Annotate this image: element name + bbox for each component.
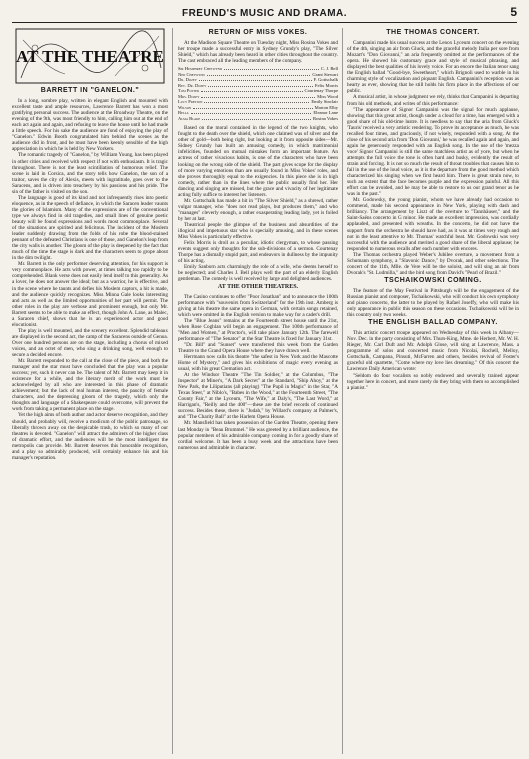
cast-row: Sir Humphrey Chetwynd C. J. Bell xyxy=(178,66,338,72)
paragraph: Mr. Gottschalk has made a hit in "The Silver Shield," as a shrewd, rather vulgar manager, who "does not read plays, but produces them," and who "manages" cleverly enough, a rather exasperating leading lady, yet is foiled by her at last. xyxy=(178,197,338,222)
paragraph: Yet the high aims of both author and actor deserve recognition, and they should, and probably will, receive a modicum of the public patronage, so liberally thrown away on the despicable trash, to which so many of our theatres is devoted. "Ganelon" will attract the admirers of the higher class of dramatic effort, and the audiences will be the most intelligent the metropolis can provide. Mr. Barrett deserves this honorable recognition, and a play so admirably produced, will certainly enhance his and his manager's reputation. xyxy=(12,412,168,461)
cast-row: Dr. Dozey F. Gottschalk xyxy=(178,77,338,83)
paragraph: At the Windsor Theatre "The Tin Soldier," at the Columbus, "The Inspector" at Miner's, "A Dark Secret" at the Standard, "Ship Ahoy," at the New Park, the Liliputians (all playing) "The Pupil in Magic" in the Star, "A Texas Steer," at Niblo's, "Babes in the Wood," at the Fourteenth Street, "The County Fair," at the Lyceum, "The Wife," at Daly's, "The Last Word," at Harrigan's, "Reilly and the 400"—these are the brief records of continued success. Besides these, there is "Judah," by Willard's company at Palmer's, and "The Charity Ball" at the Harlem Opera House. xyxy=(178,372,338,421)
paragraph: The Thomas orchestra played Weber's Jubilee overture, a movement from a Schumann symphony, a "Slavonic Dance," by Dvorak, and other selections. The concert of the 11th, Mlle. de Vere will be the soloist, and will sing an air from Dvorak's "St. Ludmilla," and the bird song from David's "Pearl of Brazil." xyxy=(347,251,519,276)
column-1 xyxy=(12,28,168,754)
paragraph: Based on the moral contained in the legend of the two knights, who fought to the death over the shield, which one claimed was of silver and the other of gold—both being right, but looking at it from opposite sides—Mr. Sidney Grundy has built an amusing comedy, in which matrimonial infelicities, founded on mutual mistakes form an important feature. An actress of rather vivacious habits, is one of the characters who have been looking on the wrong side of the shield. The part gives scope for the display of more varying emotions than are usually found in Miss Vokes' roles, and she proves thoroughly equal to the exigencies. In this piece she is in high comedy, rather than in the lines where the public usually find her. Her dancing and singing are missed, but the grace and vivacity of her legitimate acting fully suffice to interest her listeners. xyxy=(178,125,338,198)
headline-thomas-concert: THE THOMAS CONCERT. xyxy=(386,29,480,36)
column-2 xyxy=(178,28,338,754)
headline-english-ballad: THE ENGLISH BALLAD COMPANY. xyxy=(368,319,498,327)
paragraph: The Casino continues to offer "Poor Jonathan" and to announce the 100th performance with "souvenirs from Switzerland" for the 19th inst. Amberg is giving at his theatre the same opera in German, with certain songs retained, which were omitted in the English version to make way for a cadet's drill. xyxy=(178,293,338,318)
paragraph: Theatrical people the glimpse of the business and absurdities of the illogical and impetuous star who is specially amusing, and in these scenes Miss Vokes is particularly effective. xyxy=(178,221,338,241)
paragraph: Mr. Barrett responded to the call at the close of the piece, and both the manager and the star must have concluded that the play was a popular success; yet, such it never can be. The talent of Mr. Barrett may keep it in existence for a while, and the literary merit of the work must be acknowledged by all who are interested in this phase of dramatic achievement; but the lack of real human interest, the paucity of female characters, and the depressing gloom of the tragedy, which only the thoughts and language of a Shakespeare could overcome, will prevent the work from taking a permanent place on the stage. xyxy=(12,358,168,413)
paragraph: "Seldom do four vocalists so nobly endowed and severally trained appear together here in concert, and more rarely do they bring with them so accomplished a pianist." xyxy=(347,372,519,391)
paragraph: The language is good of its kind and not infrequently rises into poetic eloquence, as in the speech of defiance, in which the Saracen leader vaunts the glories of Islamism. Many of the expressions are of the conventional type we always find in old tragedies, and small lines of genuine poetic beauty will be found expressions and words most commonplace. Several of the situations are spirited and felicitous. The incident of the Moslem leader suddenly drawing from the folds of his robe the blood-stained pennant of the defeated Christians is one of those, and Ganelon's leap from the city walls is another. The gloom of the play is deepened by the fact that much of the time the stage is dark and the characters seem to grope about in the dim twilight. xyxy=(12,194,168,262)
paragraph: "The appearance of Signor Campanini was the signal for much applause, showing that this great artist, though under a cloud for a time, has emerged with a good share of his old-time lustre. It is needless to say that the aria from Gluck's 'Tauris' received a very artistic rendering. To prove its acceptance as much, he was recalled four times, and graciously, if not wisely, responded with a song. At the close of his second aria from 'Don Giovanni,' he was recalled again and again, and again he generously responded with an English song. In the use of the 'mezza voce' Signor Campanini is still the same matchless artist as of yore, but when he attempts the full voice the tone is often hard and husky, evidently the result of strain and forcing. It is not so much the result of throat troubles that causes him to fail in the use of the loud voice, as it is the departure from the good method which characterized his singing when we first heard him. There is great strain now, to such an extent that the face becomes purple and the expression painful. All this effort can be avoided, and he may be able to restore to us our grand tenor as he was in the past." xyxy=(347,106,519,198)
paragraph: "Dr. Bill" and "Sunset" were transferred this week from the Garden Theatre to the Grand Opera House where they have drawn well. xyxy=(178,341,338,354)
paragraph: At the Madison Square Theatre on Tuesday night, Miss Rosina Vokes and her troupe made a successful entry in Sydney Grundy's play, "The Silver Shield," which has already been heard in other cities throughout the country. The cast embraced all the leading members of the company. xyxy=(178,40,338,65)
column-divider-2 xyxy=(342,28,343,754)
paragraph: Felix Morris is droll as a peculiar, idiotic clergyman, to whose passing events suggest only thoughts for the sub-divisions of a sermon. Courtenay Thorpe has a dismally stupid part, and endeavors in dullness by the impunity of his acting. xyxy=(178,240,338,265)
paragraph: The "Blue Jeans" remains at the Fourteenth street house until the 21st, when Rose Coghlan will begin an engagement. The 100th performance of "Men and Women," at Proctor's, will take place January 12th. The farewell performance of "The Senator" at the Star Theatre is fixed for January 31st. xyxy=(178,317,338,342)
paragraph: Mr. Mansfield has taken possession of the Garden Theatre, opening there last Monday in "Beau Brummel." He was greeted by a brilliant audience, the popular members of his admirable company coming in for a goodly share of cordial welcome. It has been a busy week and the attractions have been numerous and admirable in character. xyxy=(178,420,338,451)
header-rule xyxy=(12,22,517,23)
cast-row: Mrs. Dozey Miss Wood xyxy=(178,93,338,99)
cast-row: Tom Potter Courtenay Thorpe xyxy=(178,88,338,94)
paragraph: Mr. Barrett is the only performer deserving attention, for his support is very commonplace. He acts with power, at times talking too rapidly to be comprehended. Blank verse does not easily lend itself to this generality. As a lover, he does not answer the ideal; but as a warrior, he is effective, and in the scene where he taunts and defies his Moslem captors, a hit is made, and the audience quickly recognizes. Miss Minna Gale looks interesting and acts as well as the limited opportunities of her part will permit. The other roles in the play are verbose and prominent enough, but only Mr. Barrett seems to be able to make an effect, though John A. Lane, as Malec, a Saracen chief, shows that he is an experienced actor and good elocutionist. xyxy=(12,261,168,328)
cast-row: Lucy Preston Emily Sinclair xyxy=(178,99,338,105)
paragraph: Emily Sanborn acts charmingly the role of a wife, who deems herself to be neglected; and Charles J. Bell plays well the part of an elderly English gentleman. The comedy is well received by large and delighted audiences. xyxy=(178,264,338,283)
paragraph: Herrmann now calls his theatre "the safest in New York and the Mascotte Home of Mystery," and gives his exhibitions of magic every evening as usual, with his great Cremation act. xyxy=(178,353,338,373)
paragraph: The feature of the May Festival in Pittsburgh will be the engagement of the Russian pianist and composer, Tschaikowski, who will conduct his own symphony and piano concerto, the latter to be played by Rafael Joseffy, who will make his only appearance in public this season on these occasions. Tschaikowski will be in this country only two weeks. xyxy=(347,287,519,319)
cast-row: Rev. Dr. Dozey Felix Morris xyxy=(178,82,338,88)
cast-row: Alma Blake Rosina Vokes xyxy=(178,115,338,121)
cast-row: Ned Chetwynd Grant Stewart xyxy=(178,71,338,77)
paragraph: A musical artist, in whose judgment we rely, thinks that Campanini is departing from his old methods, and writes of this performance: xyxy=(347,94,519,107)
cast-row: Wilson Marion Elby xyxy=(178,104,338,110)
page-number: 5 xyxy=(510,5,517,19)
paragraph: In a long, sombre play, written in elegant English and mounted with excellent taste and ample resources, Lawrence Barrett has won a most gratifying personal success. The audience at the Broadway Theatre, on the evening of the 9th, was most friendly to him, calling him out at the end of each act again and again, and refusing to leave the house until he had made a little speech. For his sake the audience are fond of enjoying the play of "Ganelon." Edwin Booth congratulated him behind the scenes as the audience did in front, and he must have been keenly sensible of the high appreciation in which he is held by New Yorkers. xyxy=(12,98,168,153)
paragraph: The romantic tragedy of "Ganelon," by William Young, has been played in other cities and received with respect if not with enthusiasm. It is tragic throughout. There is not the least scintillation of humorous relief. The scene is laid in Corsica, and the story tells how Ganelon, the son of a traitor, saves the city of Alexis, meets with ingratitude, goes over to the Saracens, and is driven into treachery by his passions and his pride. The sin of the father is visited on the son. xyxy=(12,152,168,195)
publication-title: FREUND'S MUSIC AND DRAMA. xyxy=(181,7,348,19)
cast-row: Bella Eleanor Lane xyxy=(178,110,338,116)
headline-other-theatres: AT THE OTHER THEATRES. xyxy=(217,284,299,291)
logo-text: AT THE THEATRE xyxy=(16,47,164,66)
headline-barrett: BARRETT IN "GANELON." xyxy=(40,87,140,94)
paragraph: This artistic concert troupe appeared on Wednesday of this week in Albany—Nov. Dec. in the party consisting of Mrs. Thurs-King, Mme. de Herbert, Mr. W. H. Rieger, Mr. Carl Duft and Mr. Adolph Glose, will sing at Lawrence, Mass. a programme of solos and concerted music from Nicolai, Rochell, Melloy, Gottschalk, Campana, Pinsuti, McFarren and others, besides revival of Foster's graceful old quartette, "Come where my love lies dreaming." Of this concert the Lawrence Daily American wrote: xyxy=(347,330,519,373)
page-header xyxy=(12,6,517,20)
at-the-theatre-logo xyxy=(15,28,165,84)
column-divider-1 xyxy=(172,28,173,754)
headline-tschaikowski: TSCHAIKOWSKI COMING. xyxy=(384,276,482,284)
paragraph: Campanini made his usual success at the Lenox Lyceum concert on the evening of the 4th, singing an air from Gluck, and the graceful melody Italia per sore from Mozart's "Don Giovanni," an aria frequently omitted at the performances of the opera. He showed his customary grace and style of musical phrasing, and displayed the best qualities of his lovely voice. For an encore the Italian tenor sang the English ballad "Good-bye, Sweetheart," which Brignoli used to warble in his charming style of vocalization and piquant English. Campanini's reception was as hearty as ever, showing that he still holds his firm place in the affections of our public. xyxy=(347,40,519,95)
paragraph: The play is well mounted, and the scenery excellent. Splendid tableaux are displayed in the second act, the camp of the Saracens outside of Genoa. Over one hundred persons are on the stage, including a chorus of mixed voices, and an octet of men, who sing a drinking song, well enough to secure a decided encore. xyxy=(12,327,168,359)
cast-list xyxy=(178,66,338,121)
column-3 xyxy=(347,28,519,754)
paragraph: Mr. Godowsky, the young pianist, whom we have already had occasion to commend, made his second appearance in New York, playing with dash and brilliancy. The arrangement by Liszt of the overture to "Tannhäuser," and the Saint-Saëns concerto in G minor. He made an excellent impression, was cordially applauded, and presented with wreaths. In the concerto, he did not have the support from the orchestra he should have had, as it was at times very rough and not in the least attentive to Mr. Thomas' watchful beat. Mr. Godowski was very successful with the audience and merited a good share of the liberal applause; he responded to numerous recalls after each number with encores. xyxy=(347,197,519,252)
headline-vokes: RETURN OF MISS VOKES. xyxy=(208,29,308,36)
